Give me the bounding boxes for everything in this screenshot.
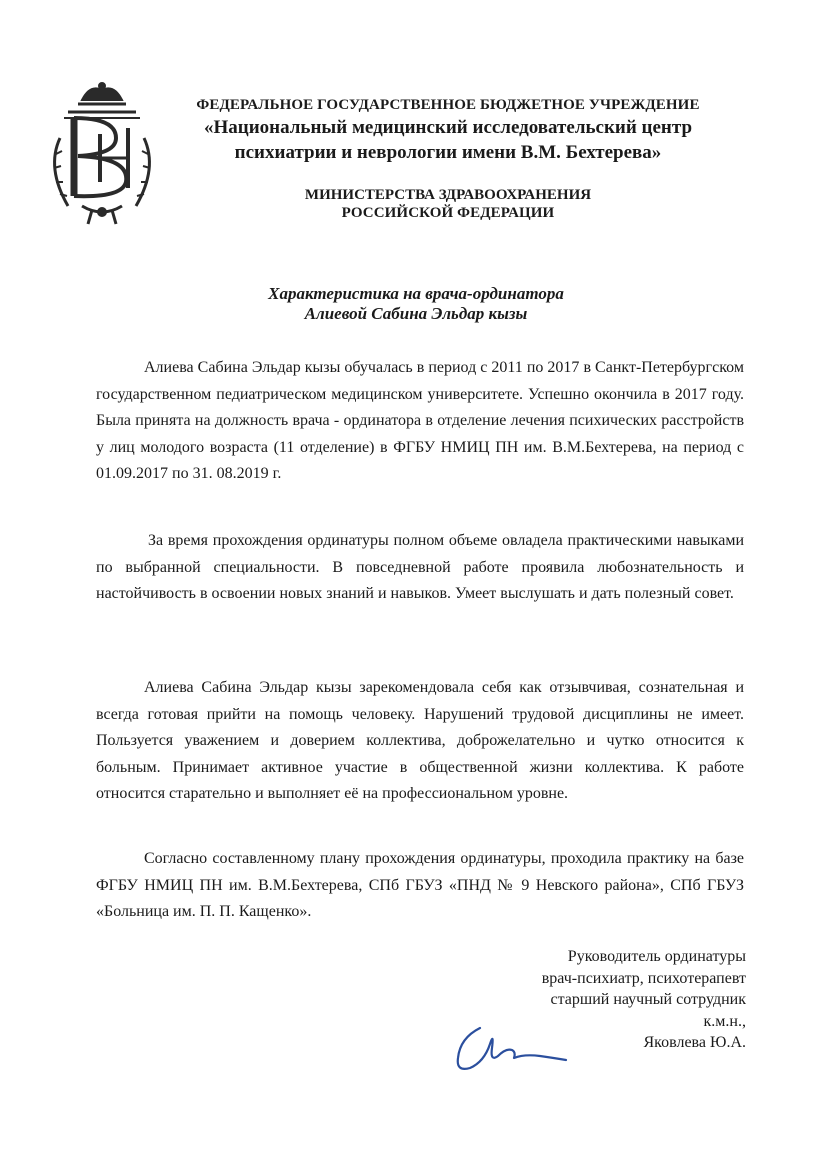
paragraph-character: Алиева Сабина Эльдар кызы зарекомендовала себя как отзывчивая, сознательная и всегда готовая прийти на помощь человеку. Нарушений трудовой дисциплины не имеет. Пользуется уважением и доверием коллектива, доброжелательно и чутко относится к больным. Принимает активное участие в общественной жизни коллектива. К работе относится старательно и выполняет её на профессиональном уровне. (96, 679, 744, 802)
paragraph-education: Алиева Сабина Эльдар кызы обучалась в период с 2011 по 2017 в Санкт-Петербургском государственном педиатрическом медицинском университете. Успешно окончила в 2017 году. Была принята на должность врача - ординатора в отделение лечения психических расстройств у лиц молодого возраста (11 отделение) в ФГБУ НМИЦ ПН им. В.М.Бехтерева, на период с 01.09.2017 по 31. 08.2019 г. (96, 359, 744, 482)
letterhead (188, 96, 708, 222)
organization-name-line2: психиатрии и неврологии имени В.М. Бехтерева» (234, 142, 662, 163)
paragraph-skills: За время прохождения ординатуры полном объеме овладела практическими навыками по выбранной специальности. В повседневной работе проявила любознательность и настойчивость в освоении новых знаний и навыков. Умеет выслушать и дать полезный совет. (96, 532, 744, 602)
signatory-position-line3: старший научный сотрудник (550, 991, 746, 1008)
signatory-position-line2: врач-психиатр, психотерапевт (541, 969, 746, 987)
paragraph-practice: Согласно составленному плану прохождения ординатуры, проходила практику на базе ФГБУ НМИЦ ПН им. В.М.Бехтерева, СПб ГБУЗ «ПНД № 9 Невского района», СПб ГБУЗ «Больница им. П. П. Кащенко». (96, 850, 744, 920)
ministry-line2: РОССИЙСКОЙ ФЕДЕРАЦИИ (341, 205, 555, 221)
ministry-line1: МИНИСТЕРСТВА ЗДРАВООХРАНЕНИЯ (304, 187, 592, 203)
document-title (96, 284, 736, 324)
document-title-line2: Алиевой Сабина Эльдар кызы (304, 304, 528, 323)
document-title-line1: Характеристика на врача-ординатора (268, 284, 564, 303)
institute-crest-logo (38, 78, 166, 228)
signatory-degree: к.м.н., (703, 1012, 746, 1030)
organization-name-line1: «Национальный медицинский исследовательский центр (203, 117, 693, 138)
signatory-position-line1: Руководитель ординатуры (567, 948, 746, 965)
signatory-name: Яковлева Ю.А. (643, 1034, 746, 1051)
organization-type: ФЕДЕРАЛЬНОЕ ГОСУДАРСТВЕННОЕ БЮДЖЕТНОЕ УЧРЕЖДЕНИЕ (196, 97, 700, 113)
handwritten-signature (450, 1018, 570, 1076)
